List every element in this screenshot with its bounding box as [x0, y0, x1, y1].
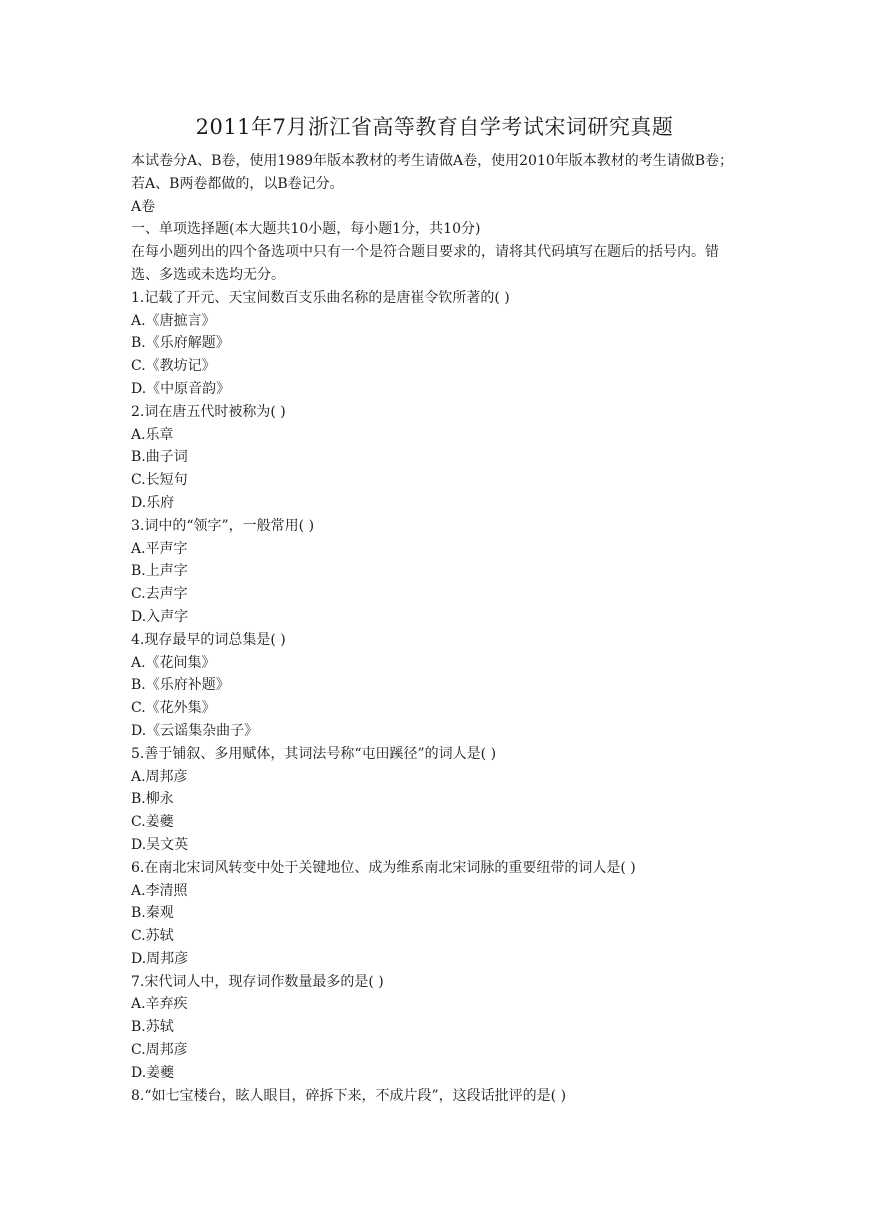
answer-option: B.《乐府解题》 [131, 335, 230, 352]
answer-option: D.周邦彦 [131, 950, 189, 967]
page-title: 2011年7月浙江省高等教育自学考试宋词研究真题 [195, 115, 674, 139]
answer-option: A.李清照 [131, 882, 188, 899]
question-item [131, 743, 746, 857]
question-stem: 2.词在唐五代时被称为( ) [131, 403, 286, 420]
answer-option: D.《云谣集杂曲子》 [131, 722, 259, 739]
question-stem: 3.词中的“领字”，一般常用( ) [131, 517, 315, 534]
question-stem: 4.现存最早的词总集是( ) [131, 631, 286, 648]
answer-option: D.乐府 [131, 494, 175, 511]
question-stem: 7.宋代词人中，现存词作数量最多的是( ) [131, 973, 384, 990]
answer-option: A.平声字 [131, 540, 188, 557]
answer-option: C.去声字 [131, 586, 188, 603]
question-stem: 1.记载了开元、天宝间数百支乐曲名称的是唐崔令钦所著的( ) [131, 289, 510, 306]
answer-option: A.《唐摭言》 [131, 312, 216, 329]
document-body [131, 150, 746, 1107]
answer-option: A.周邦彦 [131, 768, 188, 785]
question-stem: 8.“如七宝楼台，眩人眼目，碎拆下来，不成片段”，这段话批评的是( ) [131, 1087, 567, 1104]
question-item [131, 971, 746, 1085]
answer-option: D.入声字 [131, 608, 189, 625]
answer-option: B.曲子词 [131, 449, 188, 466]
answer-option: C.姜夔 [131, 814, 174, 831]
question-item [131, 515, 746, 629]
intro-paragraph: 本试卷分A、B卷，使用1989年版本教材的考生请做A卷，使用2010年版本教材的考生请做B卷；若A、B两卷都做的，以B卷记分。 [131, 153, 734, 192]
answer-option: B.上声字 [131, 563, 188, 580]
answer-option: B.秦观 [131, 905, 174, 922]
question-stem: 6.在南北宋词风转变中处于关键地位、成为维系南北宋词脉的重要纽带的词人是( ) [131, 859, 636, 876]
answer-option: C.周邦彦 [131, 1042, 188, 1059]
question-item [131, 629, 746, 743]
answer-option: D.吴文英 [131, 836, 189, 853]
answer-option: B.《乐府补题》 [131, 677, 230, 694]
answer-option: A.辛弃疾 [131, 996, 188, 1013]
question-item [131, 287, 746, 401]
answer-option: A.《花间集》 [131, 654, 216, 671]
answer-option: C.苏轼 [131, 928, 174, 945]
question-item [131, 857, 746, 971]
question-list [131, 287, 746, 1108]
section-label: A卷 [131, 198, 156, 215]
answer-option: A.乐章 [131, 426, 174, 443]
answer-option: C.《教坊记》 [131, 358, 216, 375]
answer-option: B.柳永 [131, 791, 174, 808]
question-stem: 5.善于铺叙、多用赋体，其词法号称“屯田蹊径”的词人是( ) [131, 745, 497, 762]
question-item [131, 1085, 746, 1108]
part-heading: 一、单项选择题(本大题共10小题，每小题1分，共10分) [131, 221, 481, 238]
answer-option: C.《花外集》 [131, 700, 216, 717]
answer-option: D.《中原音韵》 [131, 380, 231, 397]
answer-option: B.苏轼 [131, 1019, 174, 1036]
question-item [131, 401, 746, 515]
answer-option: D.姜夔 [131, 1064, 175, 1081]
instructions-paragraph: 在每小题列出的四个备选项中只有一个是符合题目要求的，请将其代码填写在题后的括号内。错选、多选或未选均无分。 [131, 244, 719, 283]
answer-option: C.长短句 [131, 472, 188, 489]
